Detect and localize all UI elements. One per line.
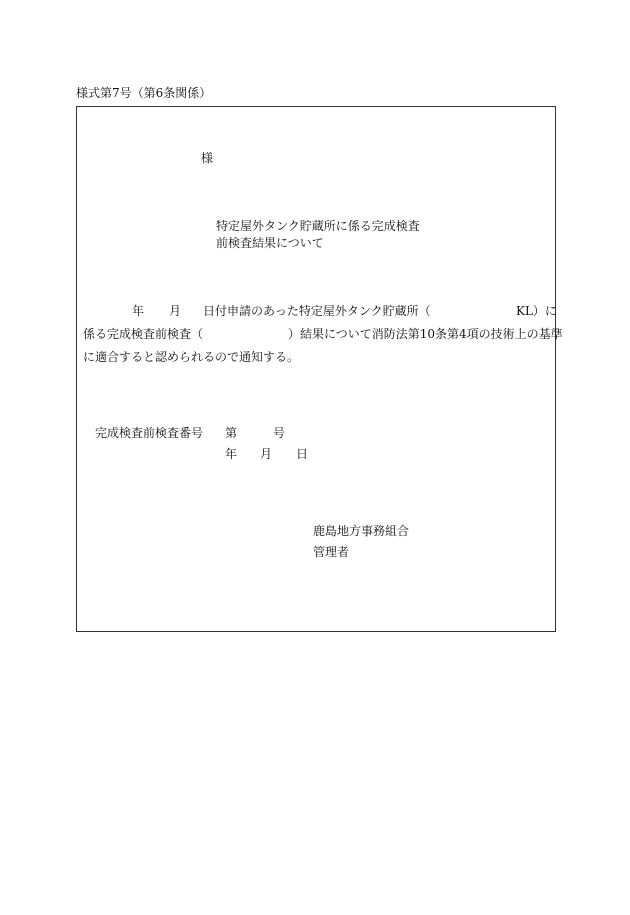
date-year-label: 年 — [225, 447, 238, 461]
subject-line-1: 特定屋外タンク貯蔵所に係る完成検査 — [216, 219, 420, 233]
date-month-label: 月 — [260, 447, 273, 461]
body-year-label: 年 — [132, 304, 145, 318]
inspection-number-suffix: 号 — [273, 426, 286, 440]
form-number: 様式第7号（第6条関係） — [76, 86, 212, 100]
subject-line-2: 前検査結果について — [216, 236, 324, 250]
inspection-number-prefix: 第 — [225, 426, 238, 440]
addressee-suffix: 様 — [201, 151, 214, 165]
body-line-1-end: KL）に — [516, 304, 557, 318]
body-line-2-start: 係る完成検査前検査（ — [83, 327, 204, 341]
body-month-label: 月 — [169, 304, 182, 318]
issuer-title: 管理者 — [313, 545, 350, 559]
issuer-organization: 鹿島地方事務組合 — [313, 524, 410, 538]
body-line-1: 日付申請のあった特定屋外タンク貯蔵所（ — [203, 304, 431, 318]
inspection-number-label: 完成検査前検査番号 — [95, 426, 204, 440]
date-day-label: 日 — [296, 447, 309, 461]
body-line-2: ）結果について消防法第10条第4項の技術上の基準 — [288, 327, 563, 341]
body-line-3: に適合すると認められるので通知する。 — [83, 350, 300, 364]
